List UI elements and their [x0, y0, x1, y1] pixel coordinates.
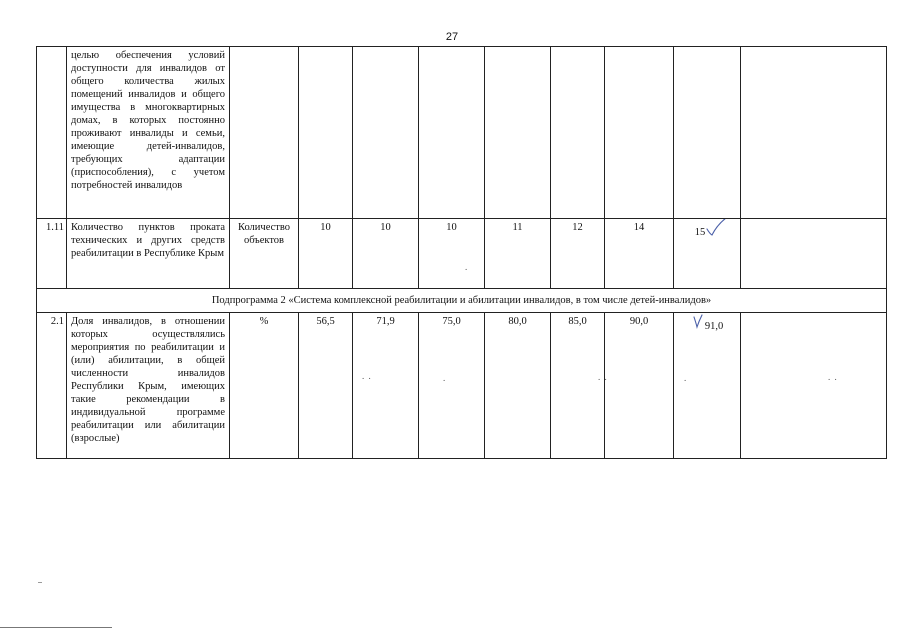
value-cell: 56,5 — [299, 313, 353, 459]
row-description: целью обеспечения условий доступности для инвалидов от общего количества жилых помещений инвалидов и общего имущества в многоквартирных домах, в которых постоянно проживают инвалиды и семьи, имеющие детей-инвалидов, требующих адаптации (приспособления), с учетом потребностей инвалидов — [67, 47, 230, 219]
value-cell — [551, 47, 605, 219]
scan-artifact: . . — [828, 372, 838, 382]
subprogram-row — [37, 289, 887, 313]
scan-artifact: . . — [362, 371, 372, 381]
table-row — [37, 47, 887, 219]
row-unit: Количество объектов — [230, 219, 299, 289]
value-cell — [605, 47, 674, 219]
value-cell — [485, 47, 551, 219]
value-cell: 11 — [485, 219, 551, 289]
table-row — [37, 313, 887, 459]
value-cell: 10 — [353, 219, 419, 289]
value-cell: 80,0 — [485, 313, 551, 459]
value-cell: 75,0 — [419, 313, 485, 459]
value-cell: 10 — [419, 219, 485, 289]
row-number: 1.11 — [37, 219, 67, 289]
value-cell: 85,0 — [551, 313, 605, 459]
page-number: 27 — [445, 31, 459, 43]
value-cell: 71,9 — [353, 313, 419, 459]
scan-artifact: . — [443, 373, 447, 383]
value-cell — [741, 313, 887, 459]
scan-artifact: . — [684, 373, 688, 383]
value-cell — [741, 219, 887, 289]
value-cell — [299, 47, 353, 219]
table-row — [37, 219, 887, 289]
value-text: 91,0 — [704, 321, 724, 332]
row-number — [37, 47, 67, 219]
scan-artifact: . . — [598, 372, 608, 382]
scan-artifact: . — [465, 262, 469, 272]
indicator-table — [36, 46, 887, 459]
value-cell — [674, 313, 741, 459]
value-cell: 90,0 — [605, 313, 674, 459]
value-text: 15 — [694, 227, 706, 238]
row-unit — [230, 47, 299, 219]
row-number: 2.1 — [37, 313, 67, 459]
value-cell — [741, 47, 887, 219]
row-unit: % — [230, 313, 299, 459]
value-cell — [419, 47, 485, 219]
value-cell — [674, 47, 741, 219]
row-description: Количество пунктов проката технических и других средств реабилитации в Республике Крым — [67, 219, 230, 289]
value-cell: 14 — [605, 219, 674, 289]
scan-artifact — [38, 582, 42, 583]
row-description: Доля инвалидов, в отношении которых осуществлялись мероприятия по реабилитации и (или) абилитации, в общей численности инвалидов Республики Крым, имеющих такие рекомендации в индивидуальной программе реабилитации или абилитации (взрослые) — [67, 313, 230, 459]
subprogram-title: Подпрограмма 2 «Система комплексной реабилитации и абилитации инвалидов, в том числе детей-инвалидов» — [37, 289, 887, 313]
value-cell — [353, 47, 419, 219]
footer-rule — [0, 627, 112, 628]
handwritten-check-icon — [691, 315, 705, 329]
value-cell: 12 — [551, 219, 605, 289]
value-cell: 10 — [299, 219, 353, 289]
handwritten-check-icon — [705, 221, 719, 235]
value-cell — [674, 219, 741, 289]
